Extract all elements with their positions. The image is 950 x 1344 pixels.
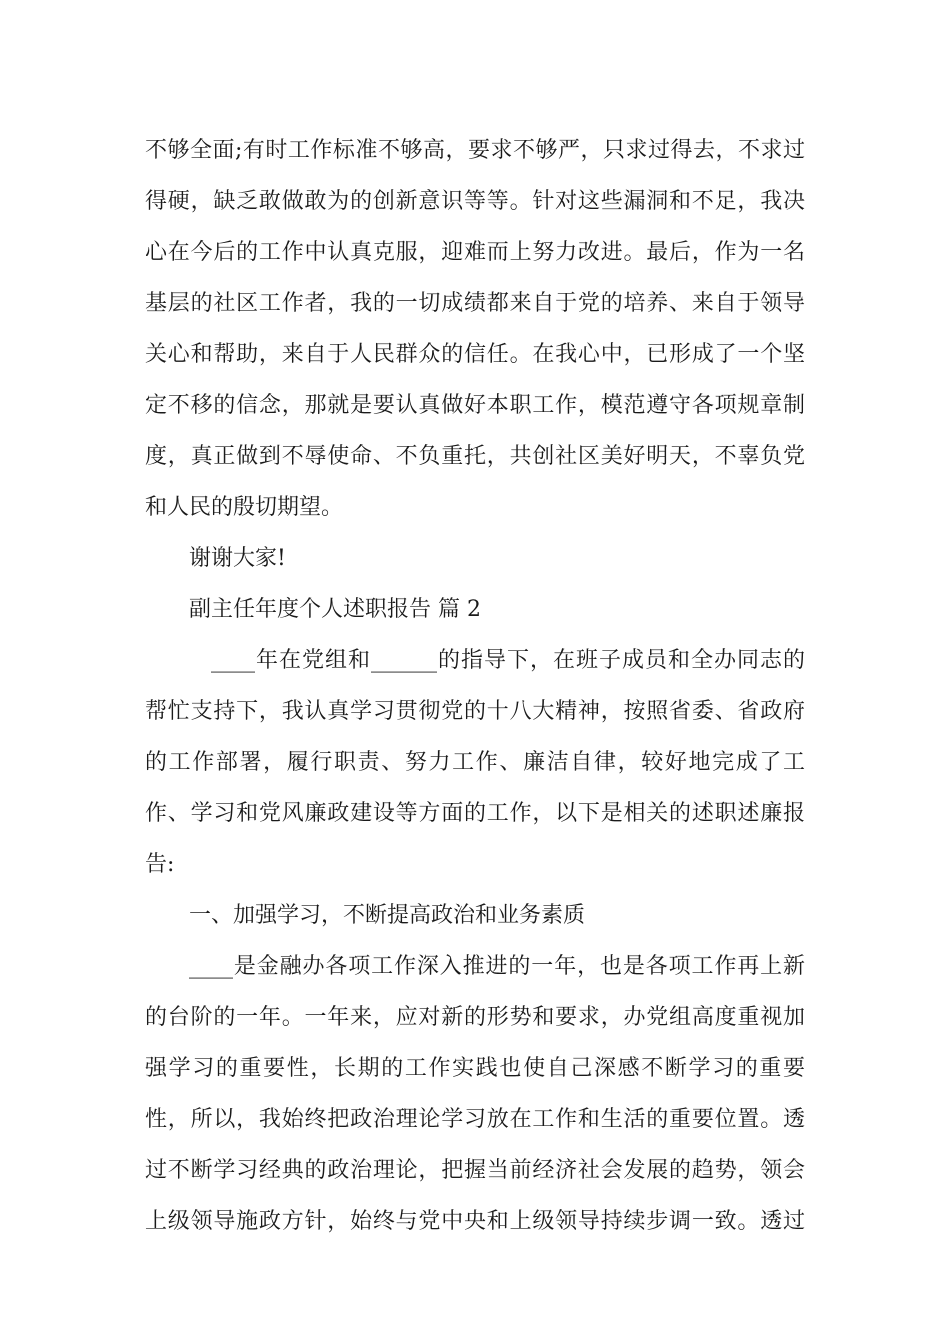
closing-line: 谢谢大家! [189, 546, 286, 571]
text-line: 的台阶的一年。一年来，应对新的形势和要求，办党组高度重视加 [145, 1005, 805, 1030]
text-line: 定不移的信念，那就是要认真做好本职工作，模范遵守各项规章制 [145, 393, 805, 418]
text-line: 告: [145, 852, 175, 877]
text-line: ____年在党组和______的指导下，在班子成员和全办同志的 [211, 648, 805, 673]
text-line: 过不断学习经典的政治理论，把握当前经济社会发展的趋势，领会 [145, 1158, 805, 1183]
text-line: 性，所以，我始终把政治理论学习放在工作和生活的重要位置。透 [145, 1107, 805, 1132]
text-line: 不够全面;有时工作标准不够高，要求不够严，只求过得去，不求过 [145, 138, 805, 163]
text-line: 关心和帮助，来自于人民群众的信任。在我心中，已形成了一个坚 [145, 342, 805, 367]
text-line: 帮忙支持下，我认真学习贯彻党的十八大精神，按照省委、省政府 [145, 699, 805, 724]
text-line: 作、学习和党风廉政建设等方面的工作，以下是相关的述职述廉报 [145, 801, 805, 826]
text-line: 度，真正做到不辱使命、不负重托，共创社区美好明天，不辜负党 [145, 444, 805, 469]
text-line: 的工作部署，履行职责、努力工作、廉洁自律，较好地完成了工 [145, 750, 805, 775]
text-line: 得硬，缺乏敢做敢为的创新意识等等。针对这些漏洞和不足，我决 [145, 189, 805, 214]
text-line: 心在今后的工作中认真克服，迎难而上努力改进。最后，作为一名 [145, 240, 805, 265]
report-title: 副主任年度个人述职报告 篇 2 [189, 597, 481, 622]
section-heading: 一、加强学习，不断提高政治和业务素质 [189, 903, 586, 928]
text-line: 强学习的重要性，长期的工作实践也使自己深感不断学习的重要 [145, 1056, 805, 1081]
text-line: ____是金融办各项工作深入推进的一年，也是各项工作再上新 [189, 954, 805, 979]
text-line: 基层的社区工作者，我的一切成绩都来自于党的培养、来自于领导 [145, 291, 805, 316]
text-line: 上级领导施政方针，始终与党中央和上级领导持续步调一致。透过 [145, 1209, 805, 1234]
text-line: 和人民的殷切期望。 [145, 495, 344, 520]
